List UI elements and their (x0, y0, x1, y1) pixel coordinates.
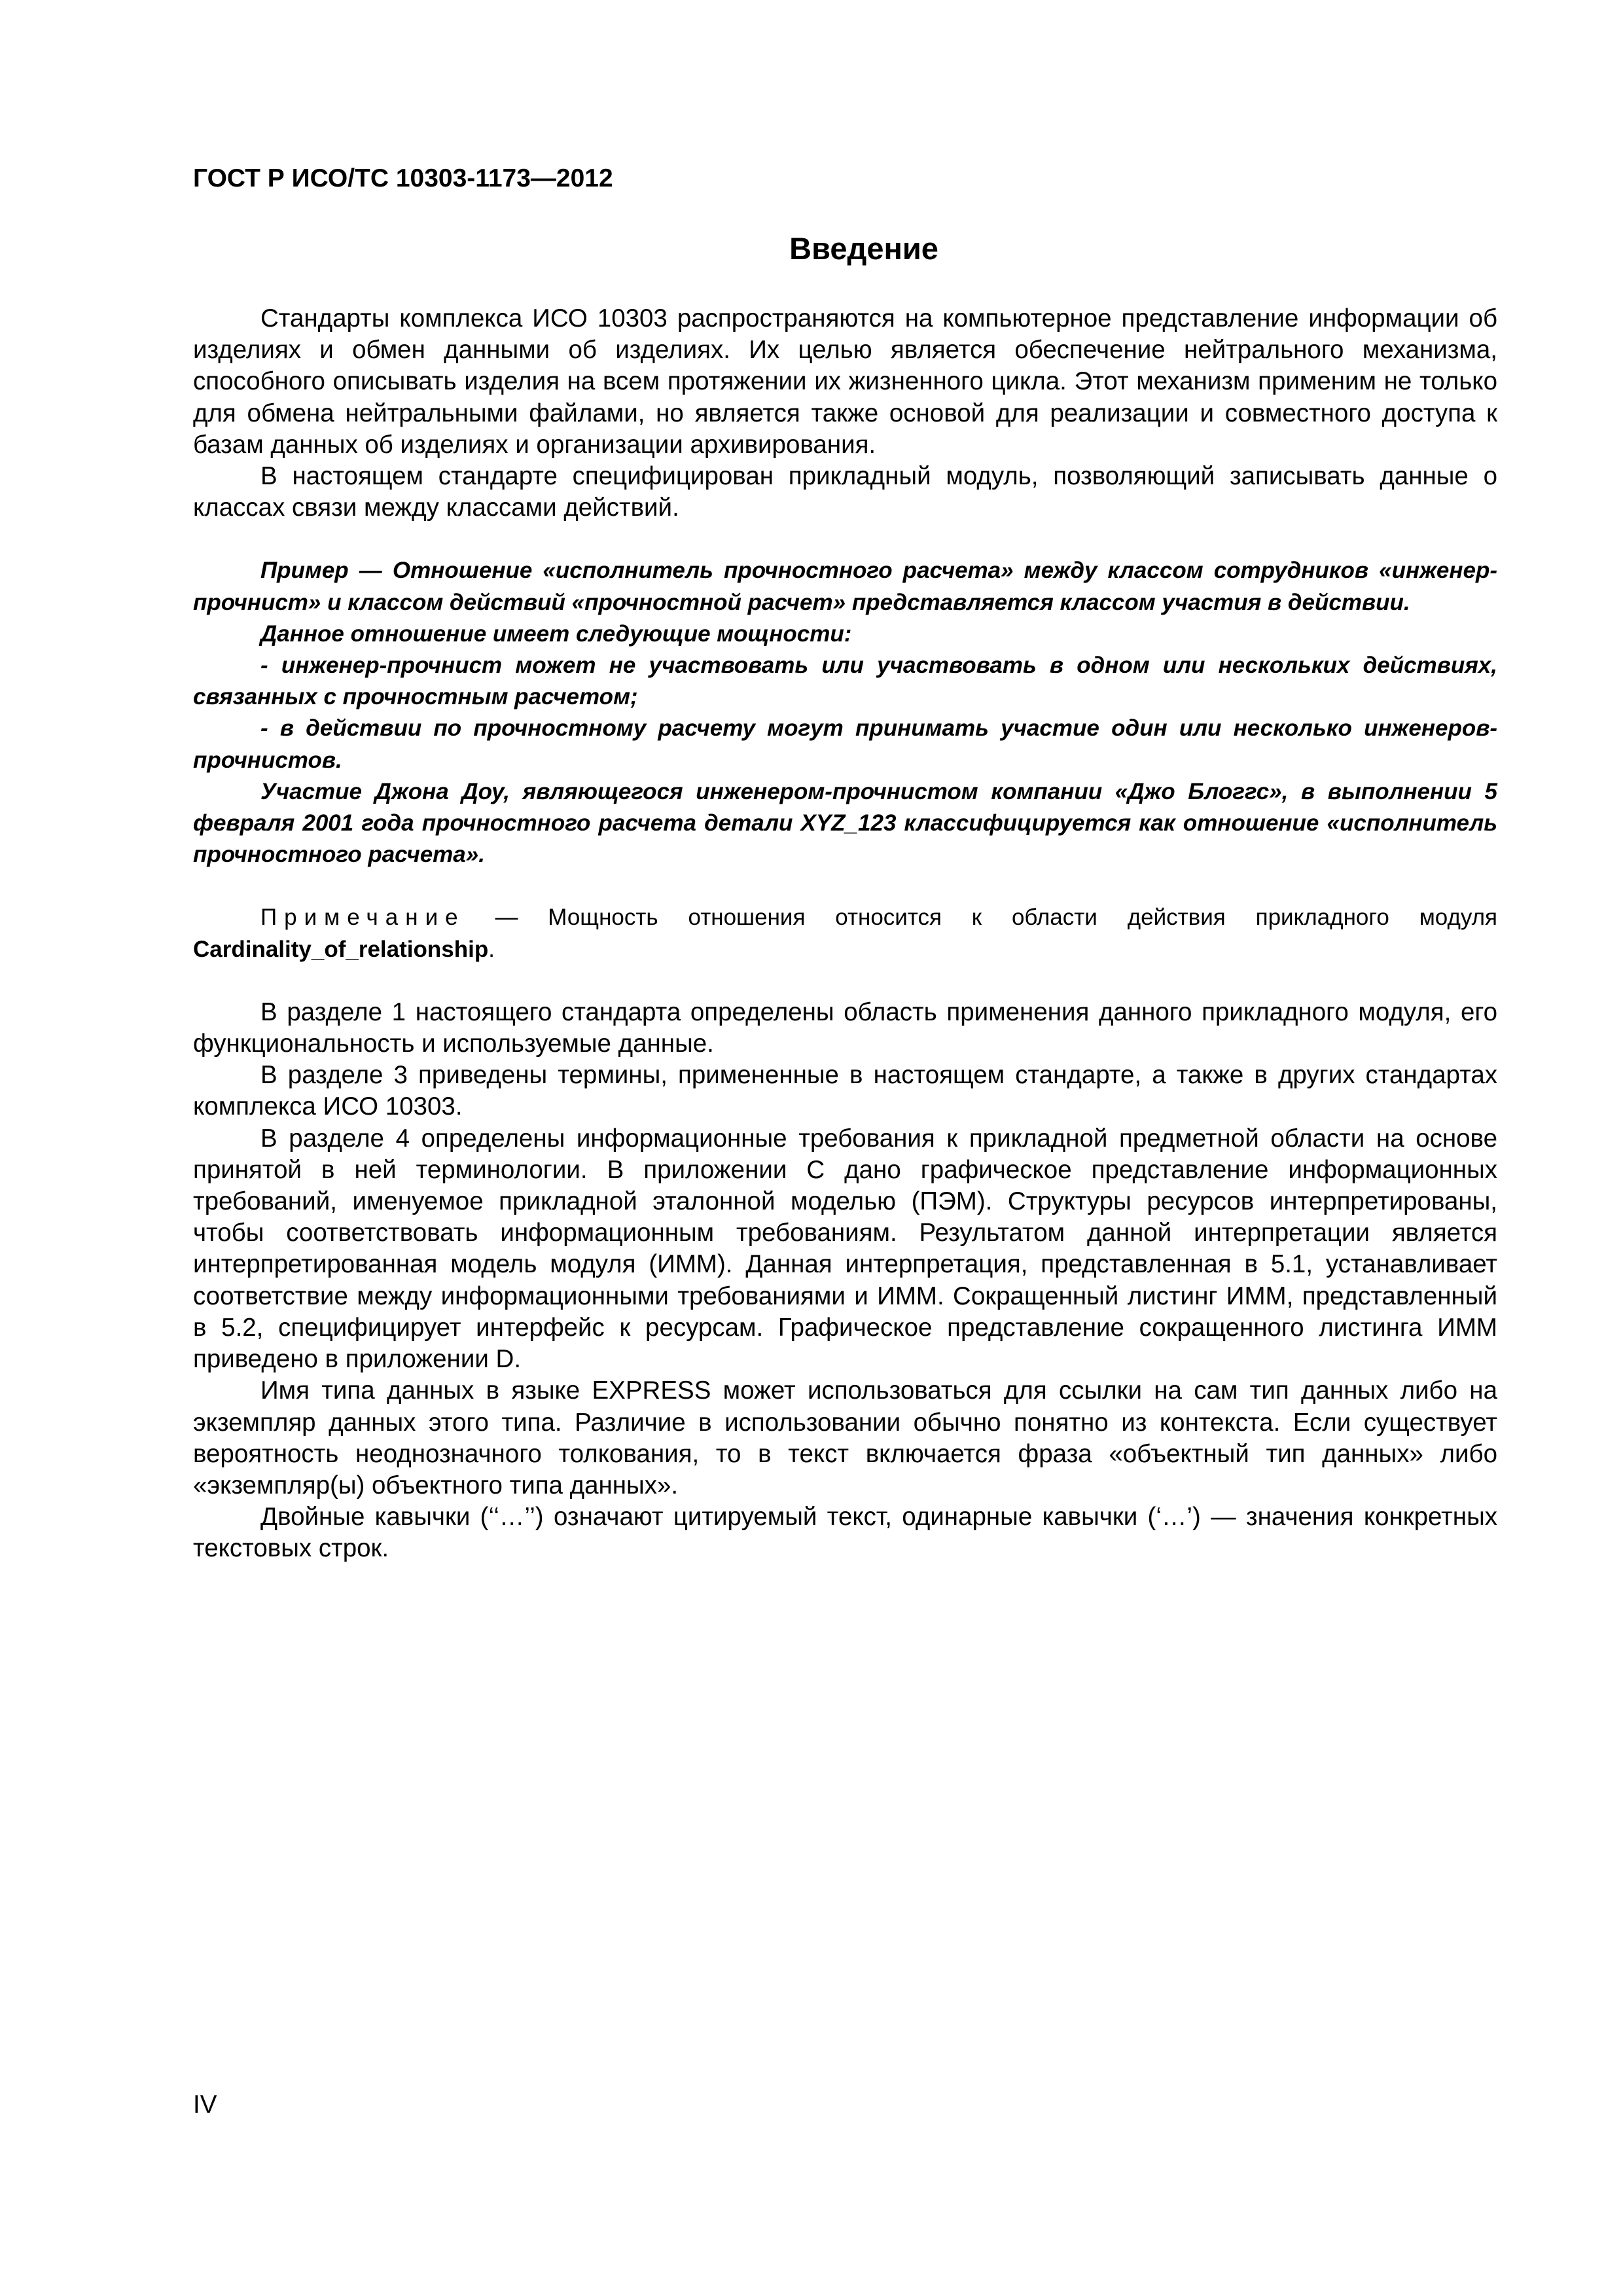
note-end: . (488, 936, 495, 962)
page-number: IV (193, 2090, 217, 2119)
sections-paragraph-3: В разделе 4 определены информационные требования к прикладной предметной области на основе принятой в ней терминологии. В приложении С дано графическое представление информационных требований, именуемое прикладной эталонной моделью (ПЭМ). Структуры ресурсов интерпретированы, чтобы соответствовать информационным требованиям. Результатом данной интерпретации является интерпретированная модель модуля (ИММ). Данная интерпретация, представленная в 5.1, устанавливает соответствие между информационными требованиями и ИММ. Сокращенный листинг ИММ, представленный в 5.2, специфицирует интерфейс к ресурсам. Графическое представление сокращенного листинга ИММ приведено в приложении D. (193, 1124, 1497, 1374)
example-paragraph-5: Участие Джона Доу, являющегося инженером-прочнистом компании «Джо Блоггс», в выполнении 5 февраля 2001 года прочностного расчета детали XYZ_123 классифицируется как отношение «исполнитель прочностного расчета». (193, 778, 1497, 868)
example-paragraph-2: Данное отношение имеет следующие мощности: (260, 620, 852, 647)
document-code: ГОСТ Р ИСО/ТС 10303-1173—2012 (193, 164, 613, 192)
sections-paragraph-1: В разделе 1 настоящего стандарта определены область применения данного прикладного модуля, его функциональность и используемые данные. (193, 997, 1497, 1058)
intro-paragraph-2: В настоящем стандарте специфицирован прикладный модуль, позволяющий записывать данные о классах связи между классами действий. (193, 462, 1497, 522)
sections-paragraph-5: Двойные кавычки (‘‘…’’) означают цитируемый текст, одинарные кавычки (‘…’) — значения конкретных текстовых строк. (193, 1503, 1497, 1563)
note-dash: — (465, 905, 548, 931)
intro-paragraph-1: Стандарты комплекса ИСО 10303 распространяются на компьютерное представление информации об изделиях и обмен данными об изделиях. Их целью является обеспечение нейтрального механизма, способного описывать изделия на всем протяжении их жизненного цикла. Этот механизм применим не только для обмена нейтральными файлами, но является также основой для реализации и совместного доступа к базам данных об изделиях и организации архивирования. (193, 304, 1497, 459)
page-title: Введение (789, 231, 938, 266)
sections-paragraph-2: В разделе 3 приведены термины, примененные в настоящем стандарте, а также в других стандартах комплекса ИСО 10303. (193, 1061, 1497, 1121)
note-label: Примечание (260, 905, 465, 931)
spacer (193, 524, 1497, 555)
example-paragraph-4: - в действии по прочностному расчету могут принимать участие один или несколько инженеров-прочнистов. (193, 715, 1497, 773)
example-block (193, 555, 1497, 870)
note-paragraph (193, 902, 1497, 965)
note-text: Мощность отношения относится к области действия прикладного модуля (548, 905, 1497, 931)
spacer (193, 965, 1497, 997)
document-body (193, 303, 1497, 1565)
spacer (193, 870, 1497, 902)
sections-paragraph-4: Имя типа данных в языке EXPRESS может использоваться для ссылки на сам тип данных либо на экземпляр данных этого типа. Различие в использовании обычно понятно из контекста. Если существует вероятность неоднозначного толкования, то в текст включается фраза «объектный тип данных» либо «экземпляр(ы) объектного типа данных». (193, 1376, 1497, 1499)
example-paragraph-3: - инженер-прочнист может не участвовать или участвовать в одном или нескольких действиях, связанных с прочностным расчетом; (193, 653, 1497, 710)
module-name: Cardinality_of_relationship (193, 936, 489, 962)
example-paragraph-1: Пример — Отношение «исполнитель прочностного расчета» между классом сотрудников «инженер-прочнист» и классом действий «прочностной расчет» представляется классом участия в действии. (193, 558, 1497, 615)
